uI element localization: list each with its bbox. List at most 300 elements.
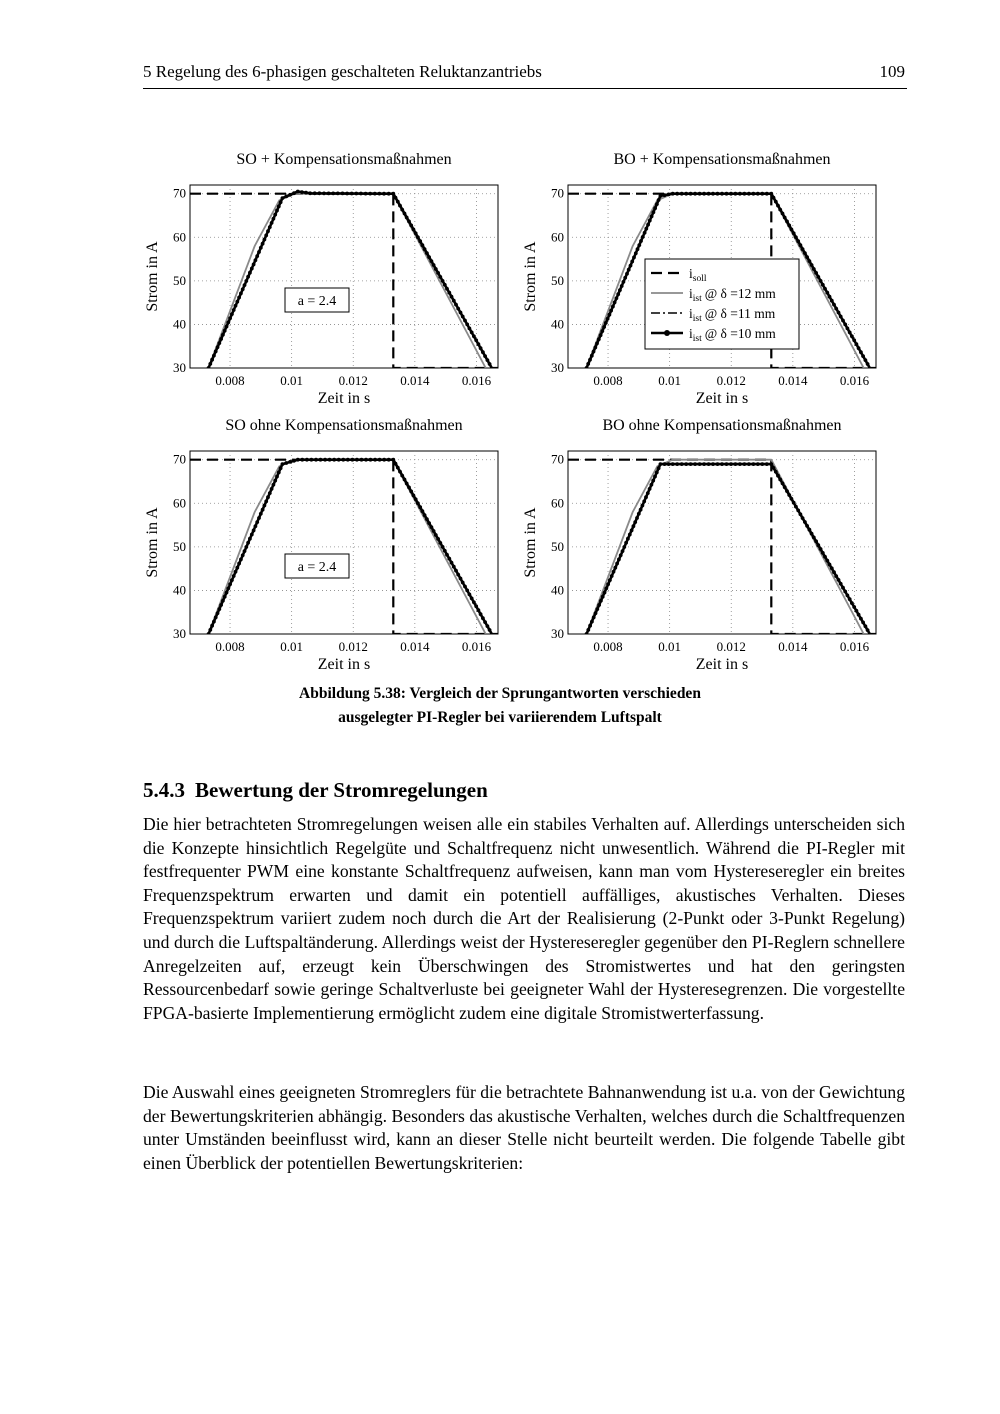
series-marker — [794, 235, 798, 239]
legend-label: $i_{soll}$ — [689, 266, 707, 284]
legend-label: $i_{ist}$ @ δ =10 mm — [689, 326, 776, 344]
series-marker — [354, 192, 358, 196]
series-marker — [866, 628, 870, 632]
series-marker — [586, 362, 590, 366]
series-marker — [488, 362, 492, 366]
series-marker — [693, 192, 697, 196]
series-marker — [859, 350, 863, 354]
x-axis-label: Zeit in s — [695, 656, 749, 673]
series-marker — [412, 494, 416, 498]
series-marker — [652, 210, 656, 214]
series-marker — [597, 337, 601, 341]
series-marker — [432, 263, 436, 267]
series-marker — [210, 624, 214, 628]
series-marker — [296, 458, 300, 462]
y-tick-label: 30 — [551, 626, 564, 641]
series-marker — [398, 470, 402, 474]
series-marker — [852, 605, 856, 609]
page-number: 109 — [879, 62, 905, 81]
series-marker — [693, 462, 697, 466]
series-marker — [214, 616, 218, 620]
y-tick-label: 70 — [173, 451, 186, 467]
series-marker — [472, 334, 476, 338]
x-tick-label: 0.014 — [400, 373, 430, 388]
series-marker — [611, 305, 615, 309]
series-marker — [284, 195, 288, 199]
x-tick-label: 0.008 — [593, 373, 623, 388]
chart-panel-2 — [522, 151, 876, 407]
series-marker — [839, 582, 843, 586]
series-marker — [416, 501, 420, 505]
series-marker — [423, 513, 427, 517]
series-marker — [394, 196, 398, 200]
series-marker — [221, 333, 225, 337]
series-marker — [259, 246, 263, 250]
series-marker — [698, 192, 702, 196]
series-marker — [720, 192, 724, 196]
series-marker — [468, 327, 472, 331]
series-marker — [725, 462, 729, 466]
series-marker — [597, 603, 601, 607]
series-marker — [456, 307, 460, 311]
series-marker — [463, 585, 467, 589]
series-marker — [441, 545, 445, 549]
series-marker — [479, 346, 483, 350]
series-marker — [421, 243, 425, 247]
series-marker — [244, 279, 248, 283]
section-heading — [143, 778, 488, 803]
legend-label: $i_{ist}$ @ δ =11 mm — [689, 306, 776, 324]
series-marker — [275, 475, 279, 479]
x-tick-label: 0.016 — [461, 373, 492, 388]
series-marker — [841, 586, 845, 590]
series-marker — [808, 528, 812, 532]
y-tick-label: 70 — [551, 451, 564, 467]
series-marker — [216, 345, 220, 349]
series-marker — [650, 215, 654, 219]
series-marker — [300, 458, 304, 462]
series-marker — [778, 478, 782, 482]
series-marker — [445, 287, 449, 291]
series-marker — [414, 497, 418, 501]
y-tick-label: 30 — [173, 360, 186, 375]
series-marker — [642, 500, 646, 504]
series-marker — [725, 192, 729, 196]
series-marker — [772, 196, 776, 200]
series-marker — [351, 458, 355, 462]
series-marker — [337, 458, 341, 462]
series-marker — [350, 192, 354, 196]
series-marker — [632, 524, 636, 528]
series-marker — [250, 267, 254, 271]
series-marker — [629, 264, 633, 268]
series-marker — [221, 599, 225, 603]
series-marker — [667, 462, 671, 466]
series-marker — [288, 460, 292, 464]
series-marker — [481, 350, 485, 354]
series-marker — [288, 193, 292, 197]
series-marker — [644, 227, 648, 231]
series-marker — [644, 495, 648, 499]
series-marker — [810, 263, 814, 267]
series-marker — [364, 458, 368, 462]
series-marker — [716, 192, 720, 196]
series-marker — [650, 483, 654, 487]
series-marker — [772, 466, 776, 470]
series-marker — [483, 354, 487, 358]
series-marker — [756, 462, 760, 466]
x-tick-label: 0.008 — [215, 639, 245, 654]
series-marker — [336, 192, 340, 196]
series-marker — [637, 512, 641, 516]
series-marker — [443, 283, 447, 287]
series-marker — [296, 190, 300, 194]
y-tick-label: 40 — [551, 582, 564, 598]
series-marker — [454, 303, 458, 307]
series-marker — [783, 216, 787, 220]
series-marker — [601, 595, 605, 599]
series-marker — [765, 462, 769, 466]
series-marker — [268, 491, 272, 495]
series-marker — [720, 462, 724, 466]
series-marker — [263, 504, 267, 508]
series-marker — [292, 459, 296, 463]
x-tick-label: 0.01 — [658, 639, 682, 654]
series-marker — [760, 462, 764, 466]
series-marker — [438, 275, 442, 279]
series-marker — [586, 628, 590, 632]
x-axis-label: Zeit in s — [317, 390, 371, 407]
y-tick-label: 40 — [173, 316, 186, 332]
series-marker — [855, 342, 859, 346]
series-marker — [834, 307, 838, 311]
series-marker — [859, 617, 863, 621]
series-marker — [655, 202, 659, 206]
series-marker — [684, 192, 688, 196]
series-marker — [857, 613, 861, 617]
series-marker — [796, 239, 800, 243]
series-marker — [450, 295, 454, 299]
series-marker — [461, 581, 465, 585]
series-marker — [675, 462, 679, 466]
series-marker — [620, 284, 624, 288]
series-marker — [599, 333, 603, 337]
series-marker — [461, 315, 465, 319]
series-marker — [418, 505, 422, 509]
series-marker — [223, 329, 227, 333]
series-marker — [743, 192, 747, 196]
series-marker — [421, 509, 425, 513]
series-marker — [803, 251, 807, 255]
series-marker — [243, 549, 247, 553]
series-marker — [832, 303, 836, 307]
series-marker — [208, 628, 212, 632]
series-marker — [604, 321, 608, 325]
series-marker — [216, 611, 220, 615]
annotation-text: a = 2.4 — [297, 294, 337, 309]
series-marker — [639, 508, 643, 512]
series-marker — [261, 508, 265, 512]
series-marker — [612, 570, 616, 574]
series-marker — [225, 591, 229, 595]
series-marker — [837, 578, 841, 582]
series-marker — [609, 309, 613, 313]
series-marker — [400, 208, 404, 212]
series-marker — [689, 462, 693, 466]
series-marker — [234, 570, 238, 574]
y-tick-label: 50 — [173, 538, 186, 554]
x-axis-label: Zeit in s — [695, 390, 749, 407]
series-marker — [783, 485, 787, 489]
series-marker — [830, 299, 834, 303]
series-marker — [799, 243, 803, 247]
series-marker — [814, 539, 818, 543]
series-marker — [752, 192, 756, 196]
caption-line-1: Abbildung 5.38: Vergleich der Sprungantworten verschieden — [299, 685, 701, 702]
series-marker — [436, 271, 440, 275]
x-tick-label: 0.012 — [716, 373, 746, 388]
series-marker — [680, 462, 684, 466]
series-marker — [266, 229, 270, 233]
series-marker — [281, 462, 285, 466]
series-marker — [432, 529, 436, 533]
series-marker — [776, 204, 780, 208]
annotation-text: a = 2.4 — [297, 560, 337, 575]
x-tick-label: 0.012 — [338, 373, 368, 388]
series-marker — [341, 458, 345, 462]
series-marker — [412, 228, 416, 232]
series-marker — [235, 300, 239, 304]
series-marker — [459, 577, 463, 581]
series-marker — [805, 255, 809, 259]
series-marker — [646, 223, 650, 227]
series-marker — [232, 308, 236, 312]
series-marker — [452, 565, 456, 569]
series-marker — [657, 198, 661, 202]
series-marker — [774, 200, 778, 204]
series-marker — [474, 604, 478, 608]
series-marker — [636, 247, 640, 251]
series-marker — [235, 566, 239, 570]
series-marker — [308, 191, 312, 195]
series-marker — [619, 553, 623, 557]
series-marker — [776, 474, 780, 478]
series-marker — [259, 512, 263, 516]
series-marker — [630, 529, 634, 533]
series-marker — [816, 543, 820, 547]
series-marker — [653, 475, 657, 479]
legend-label: $i_{ist}$ @ δ =12 mm — [689, 286, 776, 304]
series-marker — [787, 224, 791, 228]
series-marker — [214, 350, 218, 354]
series-marker — [237, 562, 241, 566]
series-marker — [828, 563, 832, 567]
series-marker — [861, 621, 865, 625]
series-marker — [799, 512, 803, 516]
series-marker — [252, 529, 256, 533]
series-marker — [760, 192, 764, 196]
series-marker — [279, 200, 283, 204]
x-tick-label: 0.01 — [658, 373, 682, 388]
series-marker — [648, 487, 652, 491]
series-marker — [729, 192, 733, 196]
x-tick-label: 0.014 — [778, 373, 808, 388]
series-marker — [781, 482, 785, 486]
series-marker — [225, 325, 229, 329]
y-tick-label: 50 — [173, 272, 186, 288]
figure-caption — [160, 682, 840, 730]
series-marker — [846, 594, 850, 598]
series-marker — [261, 242, 265, 246]
series-marker — [281, 196, 285, 200]
series-marker — [396, 200, 400, 204]
series-marker — [396, 466, 400, 470]
series-marker — [219, 603, 223, 607]
series-marker — [273, 479, 277, 483]
series-marker — [632, 256, 636, 260]
series-marker — [639, 239, 643, 243]
series-marker — [825, 291, 829, 295]
legend-marker — [664, 330, 670, 336]
series-marker — [450, 561, 454, 565]
series-marker — [248, 271, 252, 275]
series-marker — [834, 574, 838, 578]
series-marker — [707, 192, 711, 196]
series-marker — [436, 537, 440, 541]
series-marker — [621, 549, 625, 553]
series-marker — [805, 524, 809, 528]
x-tick-label: 0.012 — [716, 639, 746, 654]
series-marker — [387, 458, 391, 462]
series-marker — [264, 500, 268, 504]
series-marker — [468, 593, 472, 597]
series-marker — [592, 350, 596, 354]
series-marker — [292, 191, 296, 195]
series-marker — [263, 238, 267, 242]
series-marker — [778, 208, 782, 212]
series-marker — [738, 192, 742, 196]
series-marker — [425, 251, 429, 255]
chart-panel-1 — [144, 151, 498, 407]
x-tick-label: 0.014 — [778, 639, 808, 654]
series-marker — [590, 620, 594, 624]
series-marker — [618, 288, 622, 292]
series-marker — [368, 192, 372, 196]
series-marker — [226, 587, 230, 591]
series-marker — [369, 458, 373, 462]
series-marker — [272, 217, 276, 221]
series-marker — [474, 338, 478, 342]
plot-frame — [190, 451, 498, 634]
series-marker — [825, 559, 829, 563]
x-axis-label: Zeit in s — [317, 656, 371, 673]
series-marker — [305, 458, 309, 462]
series-marker — [850, 601, 854, 605]
series-marker — [391, 192, 395, 196]
series-marker — [486, 358, 490, 362]
series-marker — [774, 470, 778, 474]
series-marker — [659, 462, 663, 466]
series-marker — [752, 462, 756, 466]
series-marker — [651, 479, 655, 483]
series-marker — [787, 493, 791, 497]
series-marker — [346, 458, 350, 462]
series-marker — [472, 600, 476, 604]
series-marker — [405, 482, 409, 486]
series-marker — [657, 466, 661, 470]
series-marker — [680, 192, 684, 196]
series-marker — [232, 574, 236, 578]
series-marker — [252, 263, 256, 267]
series-marker — [610, 574, 614, 578]
series-marker — [613, 301, 617, 305]
series-marker — [729, 462, 733, 466]
series-marker — [237, 296, 241, 300]
x-tick-label: 0.016 — [839, 373, 870, 388]
plot-frame — [568, 451, 876, 634]
y-tick-label: 60 — [173, 229, 186, 245]
y-tick-label: 30 — [173, 626, 186, 641]
series-marker — [217, 341, 221, 345]
series-marker — [391, 458, 395, 462]
series-marker — [850, 334, 854, 338]
series-marker — [323, 458, 327, 462]
series-marker — [675, 192, 679, 196]
series-marker — [659, 194, 663, 198]
series-marker — [425, 517, 429, 521]
series-marker — [623, 276, 627, 280]
series-marker — [210, 358, 214, 362]
x-tick-label: 0.014 — [400, 639, 430, 654]
series-marker — [643, 231, 647, 235]
series-marker — [217, 607, 221, 611]
series-marker — [810, 532, 814, 536]
series-marker — [756, 192, 760, 196]
series-marker — [585, 366, 589, 370]
series-marker — [823, 555, 827, 559]
series-marker — [734, 462, 738, 466]
series-marker — [653, 206, 657, 210]
series-marker — [327, 192, 331, 196]
series-marker — [418, 239, 422, 243]
series-marker — [434, 533, 438, 537]
y-tick-label: 50 — [551, 538, 564, 554]
series-marker — [284, 461, 288, 465]
series-marker — [613, 566, 617, 570]
series-marker — [454, 569, 458, 573]
series-marker — [470, 597, 474, 601]
series-marker — [747, 462, 751, 466]
series-marker — [304, 191, 308, 195]
y-tick-label: 70 — [551, 185, 564, 201]
series-marker — [219, 337, 223, 341]
series-marker — [738, 462, 742, 466]
series-marker — [843, 323, 847, 327]
series-marker — [382, 192, 386, 196]
y-tick-label: 30 — [551, 360, 564, 375]
series-marker — [423, 247, 427, 251]
series-marker — [866, 362, 870, 366]
series-marker — [223, 595, 227, 599]
y-axis-label: Strom in A — [144, 507, 161, 578]
y-axis-label: Strom in A — [144, 241, 161, 312]
y-tick-label: 70 — [173, 185, 186, 201]
series-marker — [819, 279, 823, 283]
series-marker — [792, 231, 796, 235]
series-marker — [816, 275, 820, 279]
series-marker — [702, 462, 706, 466]
x-tick-label: 0.008 — [593, 639, 623, 654]
